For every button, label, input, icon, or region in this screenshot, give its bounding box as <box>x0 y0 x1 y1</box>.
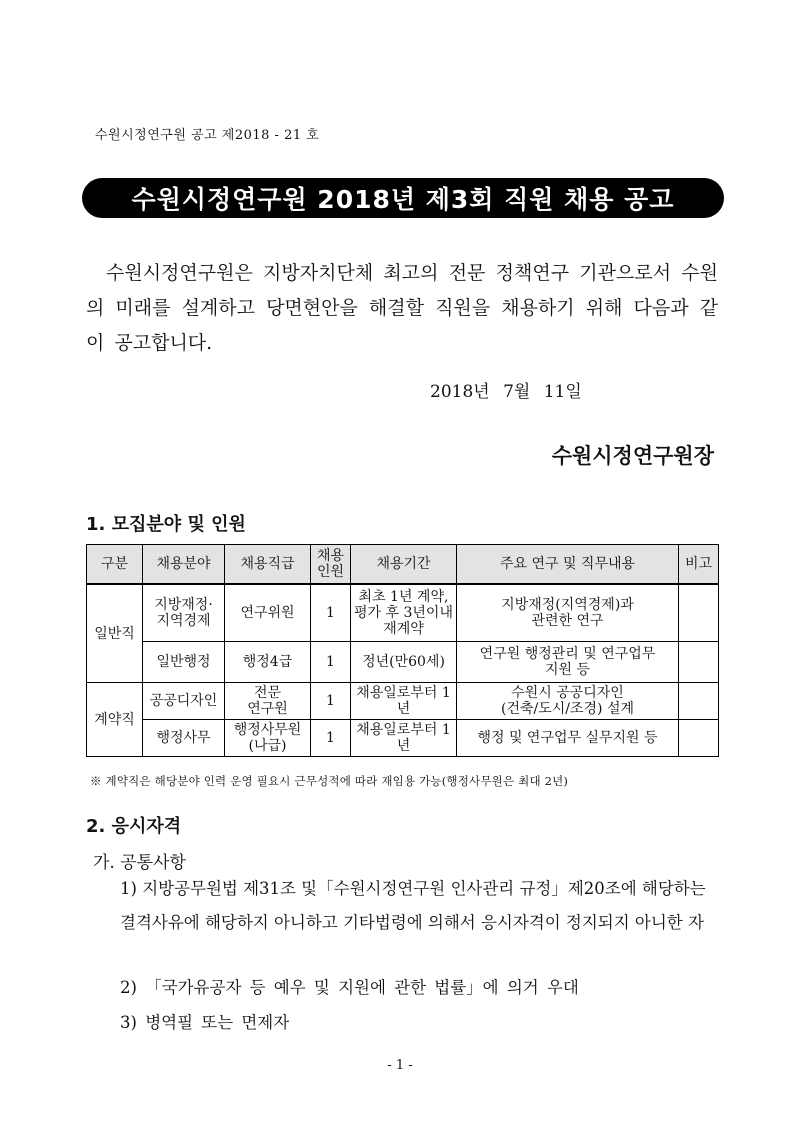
notice-number: 수원시정연구원 공고 제2018 - 21 호 <box>95 128 320 143</box>
section1-heading: 1. 모집분야 및 인원 <box>86 514 246 535</box>
col-header-duties <box>457 545 679 585</box>
col-header-category <box>87 545 143 585</box>
list-item <box>120 1006 720 1040</box>
duties-cell: 지방재정(지역경제)과 관련한 연구 <box>457 584 679 642</box>
period-cell: 채용일로부터 1년 <box>351 720 457 757</box>
count-cell: 1 <box>311 683 351 720</box>
col-header-duties-text: 주요 연구 및 직무내용 <box>499 556 636 572</box>
table-row <box>87 642 719 683</box>
field-cell: 공공디자인 <box>143 683 225 720</box>
field-cell: 일반행정 <box>143 642 225 683</box>
category-cell: 계약직 <box>87 683 143 757</box>
table-footnote: ※ 계약직은 해당분야 인력 운영 필요시 근무성적에 따라 재임용 가능(행정사무원은 최대 2년) <box>90 774 569 788</box>
duties-cell: 연구원 행정관리 및 연구업무 지원 등 <box>457 642 679 683</box>
col-header-grade-text: 채용직급 <box>240 556 295 572</box>
remark-cell <box>679 720 719 757</box>
duties-cell: 행정 및 연구업무 실무지원 등 <box>457 720 679 757</box>
list-item-number: 2) <box>120 978 137 997</box>
list-item <box>120 971 720 1005</box>
col-header-field <box>143 545 225 585</box>
col-header-remark <box>679 545 719 585</box>
list-item-number: 3) <box>120 1013 137 1032</box>
grade-cell: 행정4급 <box>225 642 311 683</box>
list-item-text: 지방공무원법 제31조 및「수원시정연구원 인사관리 규정」제20조에 해당하는 결격사유에 해당하지 아니하고 기타법령에 의해서 응시자격이 정지되지 아니한 자 <box>120 879 706 932</box>
intro-paragraph: 수원시정연구원은 지방자치단체 최고의 전문 정책연구 기관으로서 수원의 미래를 설계하고 당면현안을 해결할 직원을 채용하기 위해 다음과 같이 공고합니다. <box>86 262 718 354</box>
section2-heading: 2. 응시자격 <box>86 816 182 837</box>
period-cell: 정년(만60세) <box>351 642 457 683</box>
notice-date: 2018년 7월 11일 <box>430 382 582 402</box>
remark-cell <box>679 584 719 642</box>
duties-cell: 수원시 공공디자인 (건축/도시/조경) 설계 <box>457 683 679 720</box>
col-header-period <box>351 545 457 585</box>
grade-cell: 연구위원 <box>225 584 311 642</box>
col-header-count-text: 채용 인원 <box>316 548 345 580</box>
col-header-category-text: 구분 <box>100 556 129 572</box>
remark-cell <box>679 642 719 683</box>
period-cell: 채용일로부터 1년 <box>351 683 457 720</box>
col-header-remark-text: 비고 <box>684 556 713 572</box>
page-title <box>82 178 724 218</box>
list-item <box>120 872 720 940</box>
category-cell: 일반직 <box>87 584 143 683</box>
col-header-period-text: 채용기간 <box>376 556 431 572</box>
list-item-number: 1) <box>120 879 137 898</box>
list-item-text: 「국가유공자 등 예우 및 지원에 관한 법률」에 의거 우대 <box>145 978 579 997</box>
recruitment-table <box>86 544 719 757</box>
field-cell: 지방재정· 지역경제 <box>143 584 225 642</box>
remark-cell <box>679 683 719 720</box>
table-row <box>87 720 719 757</box>
count-cell: 1 <box>311 584 351 642</box>
col-header-count <box>311 545 351 585</box>
table-row <box>87 683 719 720</box>
grade-cell: 행정사무원 (나급) <box>225 720 311 757</box>
issuer-name: 수원시정연구원장 <box>551 444 714 468</box>
field-cell: 행정사무 <box>143 720 225 757</box>
section2-subheading: 가. 공통사항 <box>93 853 186 873</box>
page-number: - 1 - <box>387 1058 413 1073</box>
period-cell: 최초 1년 계약, 평가 후 3년이내 재계약 <box>351 584 457 642</box>
col-header-grade <box>225 545 311 585</box>
count-cell: 1 <box>311 642 351 683</box>
table-header-row <box>87 545 719 585</box>
count-cell: 1 <box>311 720 351 757</box>
table-row <box>87 584 719 642</box>
col-header-field-text: 채용분야 <box>156 556 211 572</box>
page-title-text: 수원시정연구원 2018년 제3회 직원 채용 공고 <box>131 185 675 214</box>
list-item-text: 병역필 또는 면제자 <box>145 1013 290 1032</box>
grade-cell: 전문 연구원 <box>225 683 311 720</box>
